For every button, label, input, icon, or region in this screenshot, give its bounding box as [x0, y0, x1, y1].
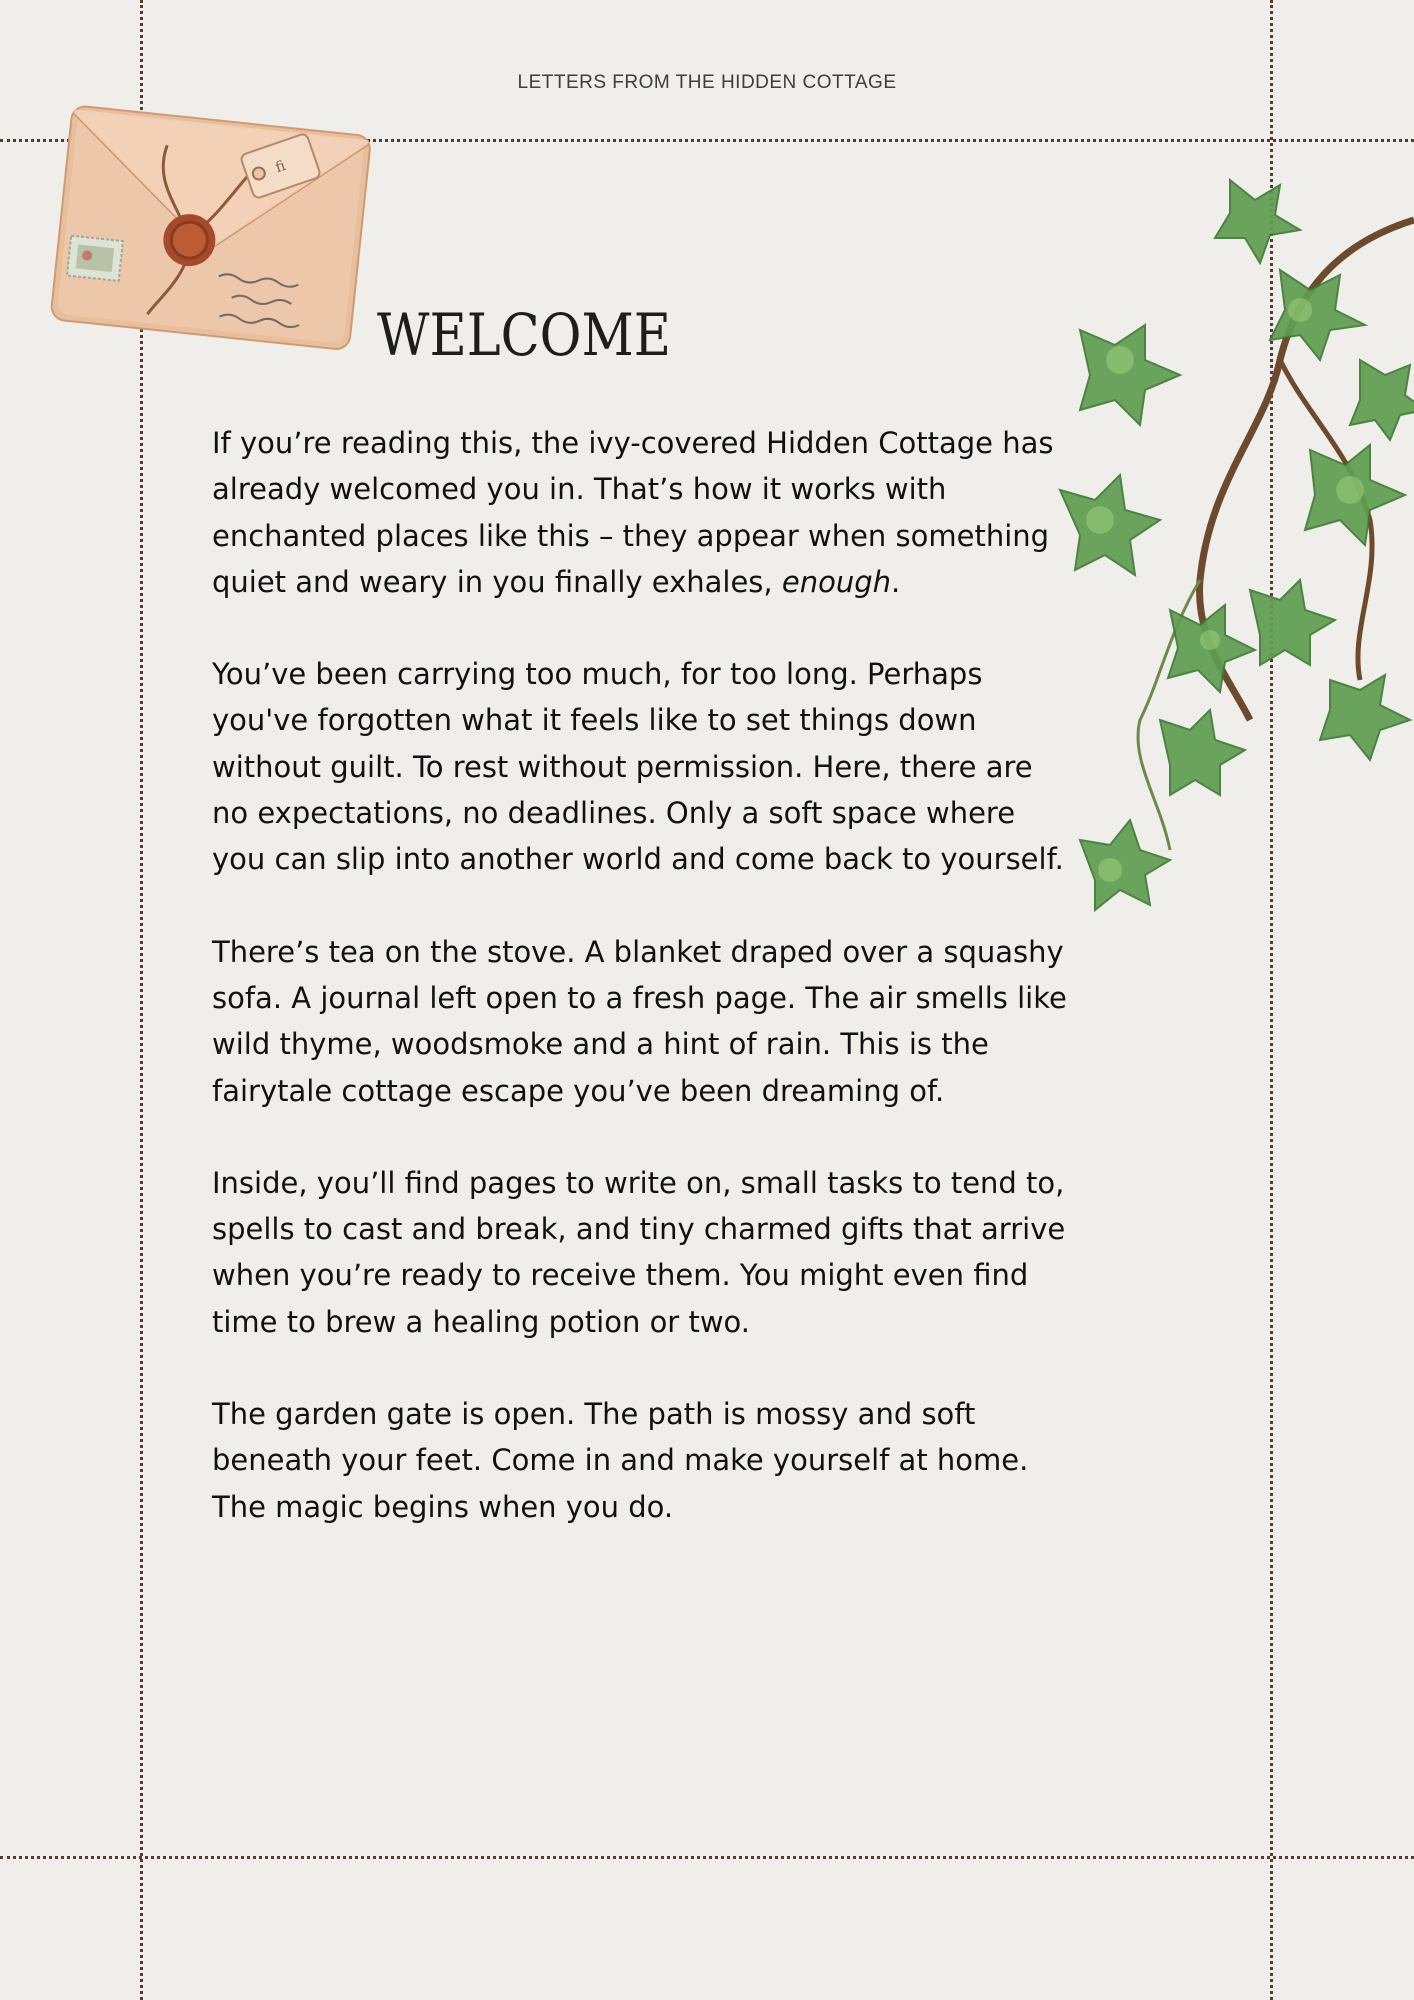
letter-body [212, 420, 1072, 1576]
paragraph-2: You’ve been carrying too much, for too long. Perhaps you've forgotten what it feels like to set things down without guilt. To rest without permission. Here, there are no expectations, no deadlines. Only a soft space where you can slip into another world and come back to yourself. [212, 657, 1064, 877]
envelope-with-wax-seal-icon [38, 100, 378, 370]
paragraph-5: The garden gate is open. The path is mossy and soft beneath your feet. Come in and make yourself at home. The magic begins when you do. [212, 1397, 1029, 1524]
ivy-vine-icon [1050, 160, 1414, 960]
paragraph-1-end: . [891, 564, 901, 599]
paragraph-1-text: If you’re reading this, the ivy-covered Hidden Cottage has already welcomed you in. That’s how it works with enchanted places like this – they appear when something quiet and weary in you finally exhales, [212, 426, 1054, 599]
page-header-title: LETTERS FROM THE HIDDEN COTTAGE [517, 72, 897, 93]
paragraph-1-emphasis: enough [781, 564, 891, 599]
bottom-dotted-rule [0, 1856, 1414, 1859]
page-title: WELCOME [377, 301, 672, 369]
paragraph-3: There’s tea on the stove. A blanket draped over a squashy sofa. A journal left open to a fresh page. The air smells like wild thyme, woodsmoke and a hint of rain. This is the fairytale cottage escape you’ve been dreaming of. [212, 934, 1067, 1108]
paragraph-4: Inside, you’ll find pages to write on, small tasks to tend to, spells to cast and break, and tiny charmed gifts that arrive when you’re ready to receive them. You might even find time to brew a healing potion or two. [212, 1165, 1066, 1339]
svg-text:ﬁ: ﬁ [273, 157, 288, 177]
paragraph-1 [212, 420, 1072, 605]
